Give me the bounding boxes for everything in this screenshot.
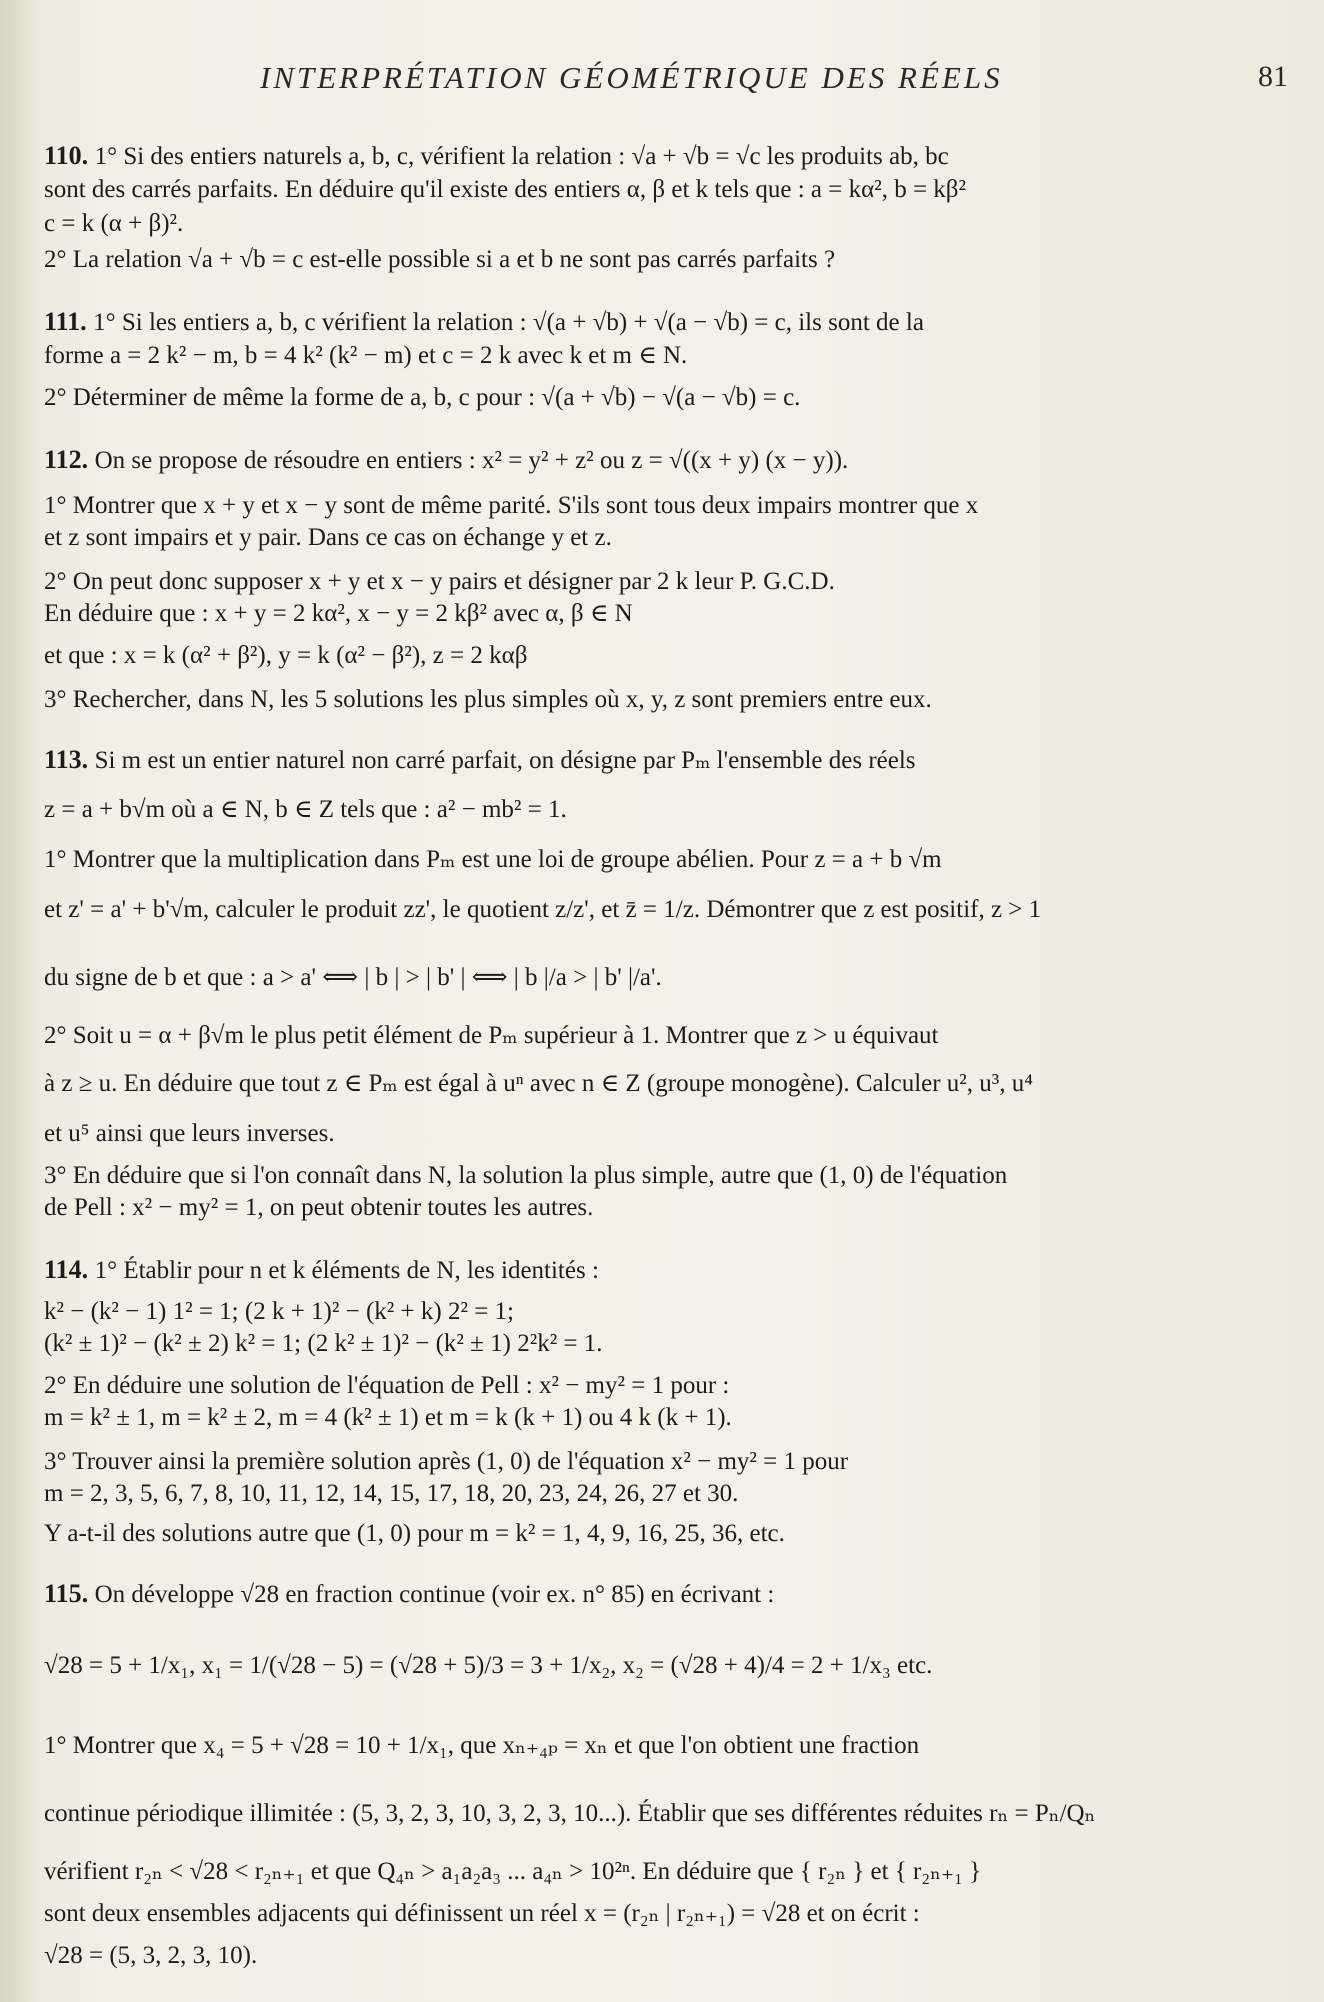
line-text: et z' = a' + b'√m, calculer le produit zz', le quotient z/z', et z̄ = 1/z. Démontrer que z est positif, z > 1 (44, 896, 1042, 923)
line-text: sont des carrés parfaits. En déduire qu'il existe des entiers α, β et k tels que : a = kα², b = kβ² (44, 176, 967, 203)
line-text: 3° Trouver ainsi la première solution après (1, 0) de l'équation x² − my² = 1 pour (44, 1448, 849, 1475)
exercise-number: 110. (44, 141, 95, 170)
text-line (44, 598, 633, 630)
page-number: 81 (1258, 60, 1288, 93)
line-text: √28 = (5, 3, 2, 3, 10). (44, 1942, 258, 1969)
text-line (44, 382, 800, 414)
text-line (44, 794, 567, 826)
line-text: 1° Montrer que x + y et x − y sont de même parité. S'ils sont tous deux impairs montrer que x (44, 492, 979, 519)
text-line (44, 1650, 932, 1682)
text-line (44, 490, 978, 522)
line-text: 2° Soit u = α + β√m le plus petit élément de Pₘ supérieur à 1. Montrer que z > u équivaut (44, 1022, 939, 1049)
exercise-heading-line (44, 1254, 599, 1287)
line-text: Y a-t-il des solutions autre que (1, 0) pour m = k² = 1, 4, 9, 16, 25, 36, etc. (44, 1520, 785, 1547)
exercise-number: 115. (44, 1579, 95, 1608)
text-line (44, 1370, 729, 1402)
line-text: 3° En déduire que si l'on connaît dans N, la solution la plus simple, autre que (1, 0) de l'équation (44, 1162, 1008, 1189)
text-line (44, 1402, 732, 1434)
text-line (44, 244, 835, 276)
line-text: 1° Montrer que x₄ = 5 + √28 = 10 + 1/x₁, que xₙ₊₄ₚ = xₙ et que l'on obtient une fraction (44, 1732, 920, 1759)
text-line (44, 844, 942, 876)
line-text: m = 2, 3, 5, 6, 7, 8, 10, 11, 12, 14, 15, 17, 18, 20, 23, 24, 26, 27 et 30. (44, 1480, 739, 1507)
text-line (44, 1296, 514, 1328)
exercise-heading-line (44, 140, 949, 173)
text-line (44, 566, 835, 598)
text-line (44, 1328, 603, 1360)
exercise-number: 112. (44, 445, 95, 474)
exercise-heading-line (44, 1578, 774, 1611)
line-text: Si m est un entier naturel non carré parfait, on désigne par Pₘ l'ensemble des réels (94, 747, 916, 774)
page-header (0, 60, 1324, 108)
exercise-heading-line (44, 744, 916, 777)
line-text: sont deux ensembles adjacents qui définissent un réel x = (r₂ₙ | r₂ₙ₊₁) = √28 et on écrit : (44, 1900, 920, 1927)
text-line (44, 1020, 939, 1052)
line-text: √28 = 5 + 1/x₁, x₁ = 1/(√28 − 5) = (√28 + 5)/3 = 3 + 1/x₂, x₂ = (√28 + 4)/4 = 2 + 1/x₃ etc. (44, 1652, 933, 1679)
text-line (44, 522, 612, 554)
text-line (44, 1798, 1095, 1830)
exercise-number: 114. (44, 1255, 95, 1284)
text-line (44, 1192, 593, 1224)
line-text: 1° Si des entiers naturels a, b, c, vérifient la relation : √a + √b = √c les produits ab, bc (94, 143, 949, 170)
text-line (44, 1068, 1033, 1100)
line-text: 3° Rechercher, dans N, les 5 solutions les plus simples où x, y, z sont premiers entre eux. (44, 686, 932, 713)
line-text: 2° En déduire une solution de l'équation de Pell : x² − my² = 1 pour : (44, 1372, 730, 1399)
line-text: 2° La relation √a + √b = c est-elle possible si a et b ne sont pas carrés parfaits ? (44, 246, 836, 273)
exercise-heading-line (44, 444, 848, 477)
text-line (44, 1730, 919, 1762)
line-text: et z sont impairs et y pair. Dans ce cas on échange y et z. (44, 524, 612, 551)
text-line (44, 340, 687, 372)
text-line (44, 1478, 738, 1510)
text-line (44, 640, 527, 672)
line-text: z = a + b√m où a ∈ N, b ∈ Z tels que : a² − mb² = 1. (44, 796, 567, 823)
page-edge-shadow (0, 0, 40, 2002)
text-line (44, 1940, 257, 1972)
line-text: k² − (k² − 1) 1² = 1; (2 k + 1)² − (k² + k) 2² = 1; (44, 1298, 515, 1325)
line-text: (k² ± 1)² − (k² ± 2) k² = 1; (2 k² ± 1)² − (k² ± 1) 2²k² = 1. (44, 1330, 603, 1357)
line-text: et u⁵ ainsi que leurs inverses. (44, 1120, 335, 1147)
text-line (44, 1898, 920, 1930)
text-line (44, 1160, 1007, 1192)
line-text: vérifient r₂ₙ < √28 < r₂ₙ₊₁ et que Q₄ₙ > a₁a₂a₃ ... a₄ₙ > 10²ⁿ. En déduire que { r₂ₙ } et { r₂ₙ₊₁ } (44, 1858, 982, 1885)
text-line (44, 962, 662, 994)
line-text: continue périodique illimitée : (5, 3, 2, 3, 10, 3, 2, 3, 10...). Établir que ses différentes réduites rₙ = Pₙ/Qₙ (44, 1800, 1096, 1827)
line-text: 1° Si les entiers a, b, c vérifient la relation : √(a + √b) + √(a − √b) = c, ils sont de la (93, 309, 924, 336)
line-text: 2° On peut donc supposer x + y et x − y pairs et désigner par 2 k leur P. G.C.D. (44, 568, 835, 595)
line-text: forme a = 2 k² − m, b = 4 k² (k² − m) et c = 2 k avec k et m ∈ N. (44, 342, 688, 369)
text-line (44, 174, 966, 206)
line-text: En déduire que : x + y = 2 kα², x − y = 2 kβ² avec α, β ∈ N (44, 600, 633, 627)
exercise-number: 113. (44, 745, 95, 774)
exercise-number: 111. (44, 307, 94, 336)
line-text: et que : x = k (α² + β²), y = k (α² − β²), z = 2 kαβ (44, 642, 528, 669)
line-text: 2° Déterminer de même la forme de a, b, c pour : √(a + √b) − √(a − √b) = c. (44, 384, 801, 411)
line-text: 1° Établir pour n et k éléments de N, les identités : (94, 1257, 599, 1284)
line-text: à z ≥ u. En déduire que tout z ∈ Pₘ est égal à uⁿ avec n ∈ Z (groupe monogène). Calculer u², u³, u⁴ (44, 1070, 1034, 1097)
line-text: du signe de b et que : a > a' ⟺ | b | > | b' | ⟺ | b |/a > | b' |/a'. (44, 964, 662, 991)
line-text: m = k² ± 1, m = k² ± 2, m = 4 (k² ± 1) et m = k (k + 1) ou 4 k (k + 1). (44, 1404, 732, 1431)
text-line (44, 1446, 848, 1478)
line-text: de Pell : x² − my² = 1, on peut obtenir toutes les autres. (44, 1194, 594, 1221)
text-line (44, 1518, 785, 1550)
exercise-heading-line (44, 306, 924, 339)
text-line (44, 684, 932, 716)
text-line (44, 208, 183, 240)
text-line (44, 894, 1041, 926)
line-text: On développe √28 en fraction continue (voir ex. n° 85) en écrivant : (94, 1581, 775, 1608)
text-line (44, 1856, 981, 1888)
line-text: 1° Montrer que la multiplication dans Pₘ est une loi de groupe abélien. Pour z = a + b √m (44, 846, 942, 873)
line-text: On se propose de résoudre en entiers : x² = y² + z² ou z = √((x + y) (x − y)). (94, 447, 849, 474)
text-line (44, 1118, 335, 1150)
running-title: INTERPRÉTATION GÉOMÉTRIQUE DES RÉELS (260, 60, 1003, 95)
line-text: c = k (α + β)². (44, 210, 184, 237)
